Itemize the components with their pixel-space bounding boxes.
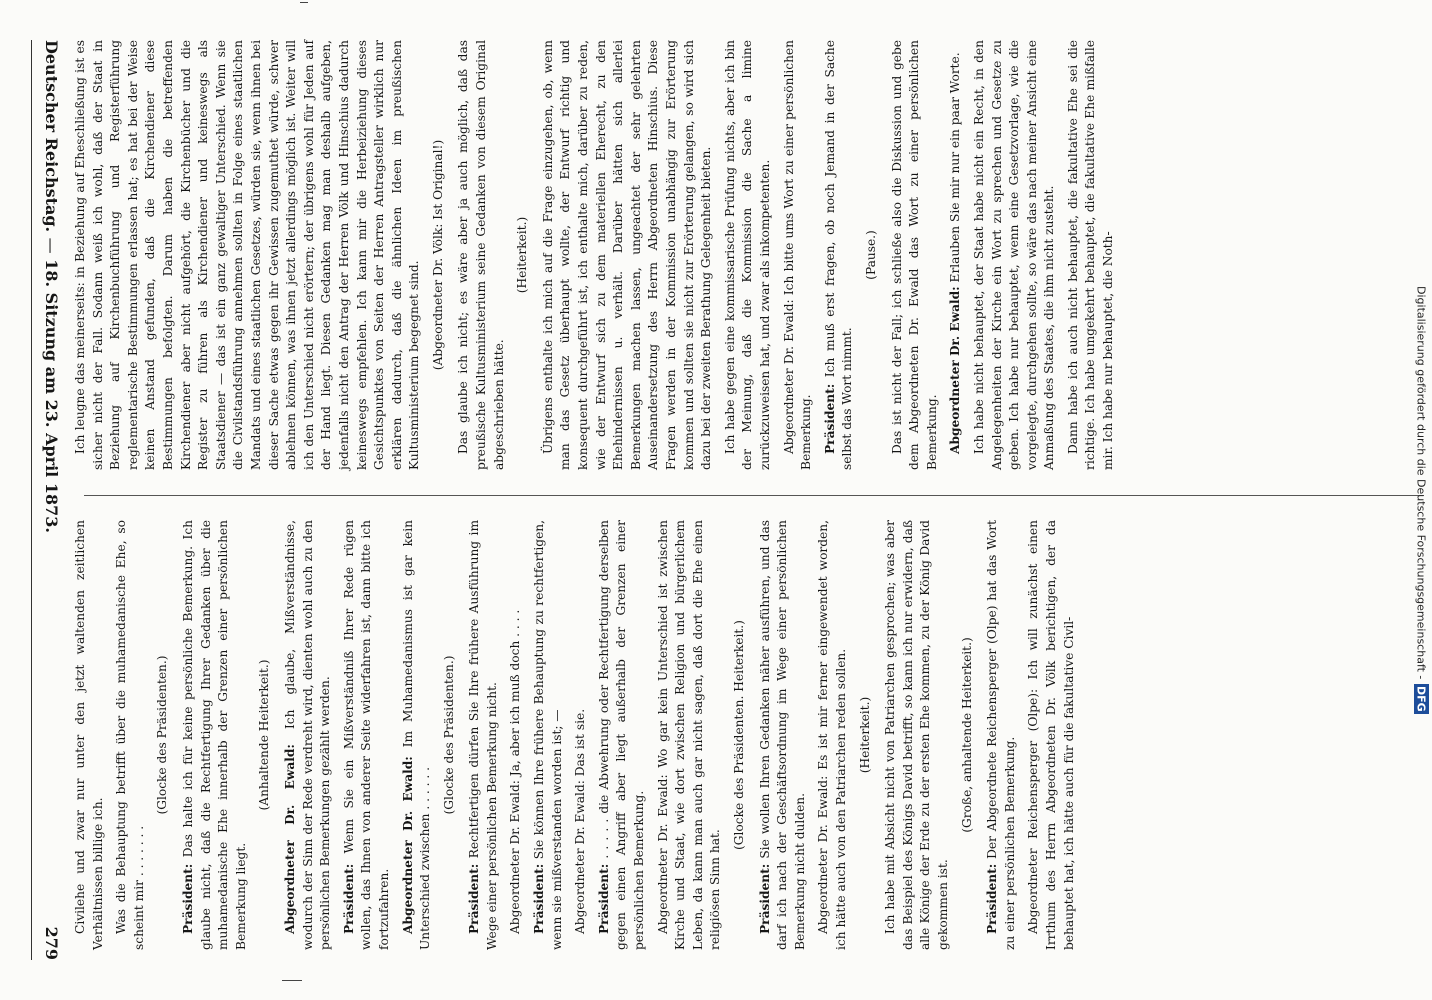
paragraph-text: . . . . . die Abwehrung oder Rechtfertigung derselben gegen einen Angriff aber liegt außerhalb der Grenzen einer persönlichen Bemerkung.	[596, 520, 647, 950]
paragraph: Übrigens enthalte ich mich auf die Frage einzugehen, ob, wenn man das Gesetz überhaupt wollte, der Entwurf richtig und konsequent durchgeführt ist, ich enthalte mich, darüber zu reden, wie der Entwurf sich zu dem materiellen Eherecht, zu den Ehehindernissen u. verhält. Darüber hätten sich allerlei Bemerkungen machen lassen, ungeachtet der sehr gelehrten Auseinandersetzung des Herrn Abgeordneten Hinschius. Diese Fragen werden in der Kommission unabhängig zur Erörterung kommen und sollten sie nicht zur Erörterung gelangen, so wird sich dazu bei der zweiten Berathung Gelegenheit bieten.	[540, 40, 714, 470]
paragraph: Civilehe und zwar nur unter den jetzt waltenden zeitlichen Verhältnissen billige ich.	[73, 520, 105, 950]
paragraph-text: Sie wollen Ihren Gedanken näher ausführen, und das darf ich nach der Geschäftsordnung im Wege einer persönlichen Bemerkung nicht dulden.	[757, 520, 807, 950]
paragraph-text: Ich glaube, Mißverständnisse, wodurch der Sinn der Rede verdreht wird, dienten wohl auch zu den persönlichen Bemerkungen gezählt werden.	[282, 519, 333, 950]
paragraph: Dann habe ich auch nicht behauptet, die fakultative Ehe sei die richtige. Ich habe umgekehrt behauptet, die fakultative Ehe mißfalle mir. Ich habe nur behauptet, die Noth-	[1065, 40, 1116, 470]
dfg-logo: DFG	[1414, 685, 1428, 712]
running-header	[31, 40, 72, 960]
paragraph	[531, 520, 566, 950]
paragraph-text: Das halte ich für keine persönliche Bemerkung. Ich glaube nicht, daß die Rechtfertigung Ihrer Gedanken über die muhamedanische Ehe innerhalb der Grenzen einer persönlichen Bemerkung liegt.	[180, 519, 248, 950]
paragraph	[466, 520, 501, 950]
digitization-credit	[1412, 0, 1430, 1000]
paragraph	[984, 520, 1019, 950]
stage-direction: (Pause.)	[863, 230, 878, 280]
paragraph: Ich habe mit Absicht nicht von Patriarchen gesprochen; was aber das Beispiel des Königs David betrifft, so kann ich nur erwidern, daß alle Könige der Erde zu der ersten Ehe kommen, zu der König David gekommen ist.	[883, 520, 950, 950]
stage-direction: (Abgeordneter Dr. Völk: Ist Original!)	[430, 139, 445, 371]
stage-direction: (Heiterkeit.)	[857, 696, 872, 774]
speaker-label: Abgeordneter Dr. Ewald:	[948, 286, 963, 454]
paragraph	[341, 520, 394, 950]
credit-text: Digitalisierung gefördert durch die Deutsche Forschungsgemeinschaft -	[1414, 286, 1428, 680]
stage-direction: (Heiterkeit.)	[515, 216, 530, 294]
speaker-label: Präsident:	[341, 863, 356, 934]
margin-mark	[282, 980, 302, 981]
speaker-label: Abgeordneter Dr. Ewald:	[282, 744, 297, 934]
paragraph: Abgeordneter Reichensperger (Olpe): Ich will zunächst einen Irrthum des Herrn Abgeordneten Dr. Völk berichtigen, der da behauptet hat, ich hätte auch für die fakultative Civil-	[1026, 520, 1076, 950]
paragraph	[822, 40, 857, 470]
paragraph-text: Erlauben Sie mir nur ein paar Worte.	[948, 52, 963, 283]
header-title	[43, 40, 62, 533]
paragraph-text: Rechtfertigen dürfen Sie Ihre frühere Ausführung im Wege einer persönlichen Bemerkung nicht.	[467, 519, 499, 950]
paragraph: Das ist nicht der Fall; ich schließe also die Diskussion und gebe dem Abgeordneten Dr. Ewald das Wort zu einer persönlichen Bemerkung.	[889, 40, 939, 470]
stage-direction: (Glocke des Präsidenten. Heiterkeit.)	[732, 620, 746, 850]
paragraph: Abgeordneter Dr. Ewald: Das ist sie.	[573, 708, 588, 934]
left-text-column	[72, 40, 1432, 470]
paragraph-text: Wenn Sie ein Mißverständniß Ihrer Rede rügen wollen, das Ihnen von anderer Seite widerfahren ist, dann bitte ich fortzufahren.	[341, 520, 391, 950]
paragraph	[180, 520, 250, 950]
paragraph: Ich habe gegen eine kommissarische Prüfung nichts, aber ich bin der Meinung, daß die Kommission die Sache a limine zurückzuweisen hat, und zwar als inkompetenten.	[722, 40, 772, 470]
header-separator: —	[42, 237, 62, 254]
right-text-column	[72, 520, 1432, 950]
paragraph-text: Ich muß erst fragen, ob noch Jemand in der Sache selbst das Wort nimmt.	[822, 40, 855, 470]
stage-direction: (Große, anhaltende Heiterkeit.)	[959, 637, 974, 833]
page-number: 279	[42, 926, 62, 960]
header-session: 18. Sitzung am 23. April 1873.	[42, 259, 62, 533]
paragraph: Abgeordneter Dr. Ewald: Wo gar kein Unterschied ist zwischen Kirche und Staat, wie dort zwischen Religion und bürgerlichem Leben, da kann man auch gar nicht sagen, daß dort die Ehe einen religiösen Sinn hat.	[655, 520, 723, 950]
column-divider	[84, 495, 1424, 496]
speaker-label: Präsident:	[467, 863, 482, 934]
paragraph	[596, 520, 649, 950]
speaker-label: Präsident:	[985, 863, 1000, 934]
speaker-label: Präsident:	[180, 863, 195, 934]
speaker-label: Präsident:	[757, 863, 772, 934]
paragraph	[757, 520, 810, 950]
paragraph	[400, 520, 435, 950]
paragraph: Ich leugne das meinerseits: in Beziehung auf Eheschließung ist es sicher nicht der Fall. Sodann weiß ich wohl, daß der Staat in Beziehung auf Kirchenbuchführung und Registerführung reglementarische Bestimmungen erlassen hat; es hat bei der Weise keinen Anstand gefunden, daß die Kirchendiener diese Bestimmungen befolgten. Darum haben die betreffenden Kirchendiener aber nicht aufgehört, die Kirchenbücher und die Register zu führen als Kirchendiener und keineswegs als Staatsdiener — das ist ein ganz gewaltiger Unterschied. Wenn sie die Civilstandsführung annehmen sollten in Folge eines staatlichen Mandats und eines staatlichen Gesetzes, würden sie, wenn ihnen bei dieser Sache etwas gegen ihr Gewissen zugemuthet würde, schwer ablehnen können, was ihnen jetzt allerdings möglich ist. Weiter will ich den Unterschied nicht erörtern; der übrigens wohl für Jeden auf der Hand liegt. Diesen Gedanken mag man deshalb aufgeben, jedenfalls nicht den Antrag der Herren Völk und Hinschius dadurch keineswegs empfehlen. Ich kann mir die Herbeiziehung dieses Gesichtspunktes von Seiten der Herren Antragsteller wirklich nur erklären dadurch, daß die ähnlichen Ideen im preußischen Kultusministerium begegnet sind.	[73, 40, 422, 470]
paragraph	[282, 520, 335, 950]
paragraph: Abgeordneter Dr. Ewald: Ja, aber ich muß doch . . . .	[508, 609, 523, 934]
paragraph: Was die Behauptung betrifft über die muhamedanische Ehe, so scheint mir . . . . . . .	[114, 520, 146, 950]
paragraph: Abgeordneter Dr. Ewald: Es ist mir ferner eingewendet worden, ich hätte auch von den Patriarchen reden sollen.	[816, 520, 848, 950]
paragraph: Ich habe nicht behauptet, der Staat habe nicht ein Recht, in den Angelegenheiten der Kirche ein Wort zu sprechen und Gesetze zu geben. Ich habe nur behauptet, wenn eine Gesetzvorlage, wie die vorgelegte, durchgehen sollte, so wäre das nach meiner Ansicht eine Anmaßung des Staates, die ihm nicht zusteht.	[971, 40, 1057, 470]
paragraph-text: Sie können Ihre frühere Behauptung zu rechtfertigen, wenn sie mißverstanden worden ist; —	[532, 519, 564, 950]
stage-direction: (Glocke des Präsidenten.)	[441, 655, 456, 815]
stage-direction: (Glocke des Präsidenten.)	[155, 655, 170, 815]
paragraph	[947, 40, 965, 470]
paragraph: Das glaube ich nicht; es wäre aber ja auch möglich, daß das preußische Kultusministerium seine Gedanken von diesem Original abgeschrieben hätte.	[456, 40, 506, 470]
header-publication: Deutscher Reichstag.	[42, 40, 62, 233]
paragraph-text: Im Muhamedanismus ist gar kein Unterschied zwischen . . . . . .	[400, 520, 433, 950]
stage-direction: (Anhaltende Heiterkeit.)	[257, 659, 272, 811]
paragraph: Abgeordneter Dr. Ewald: Ich bitte ums Wort zu einer persönlichen Bemerkung.	[781, 40, 814, 470]
speaker-label: Präsident:	[822, 383, 837, 454]
margin-mark	[300, 2, 308, 3]
speaker-label: Abgeordneter Dr. Ewald:	[400, 756, 415, 934]
speaker-label: Präsident:	[532, 863, 547, 934]
paragraph-text: Der Abgeordnete Reichensperger (Olpe) hat das Wort zu einer persönlichen Bemerkung.	[985, 519, 1017, 950]
speaker-label: Präsident:	[596, 863, 611, 934]
